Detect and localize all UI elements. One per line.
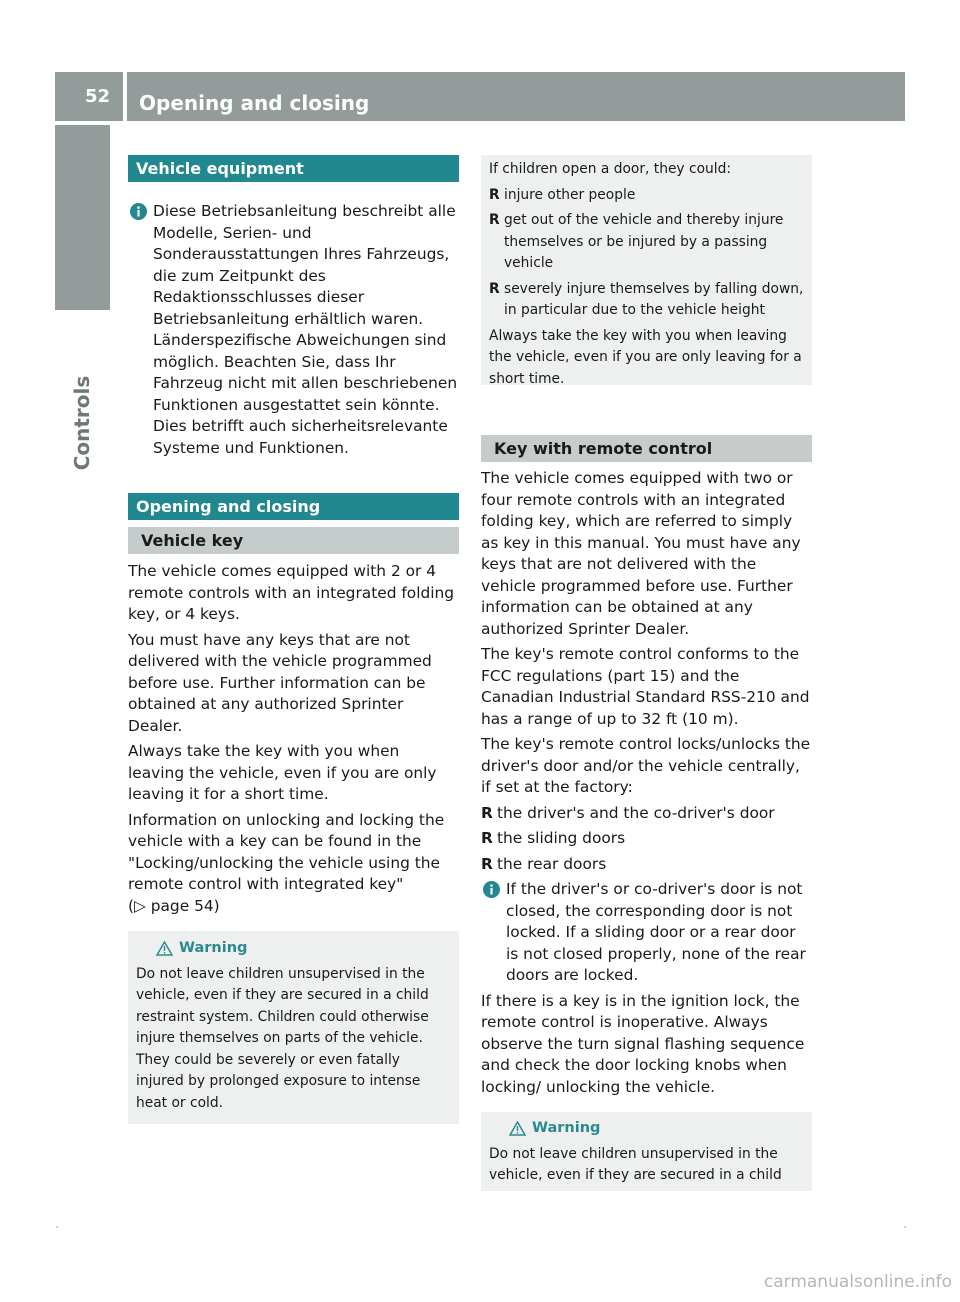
heading-vehicle-key: Vehicle key	[128, 527, 459, 554]
info-note-text: If the driver's or co-driver's door is not closed, the corresponding door is not locked. If a sliding door or a rear door is not closed properly, none of the rear doors are locked.	[506, 880, 806, 984]
bullet-marker: R	[489, 280, 500, 297]
list-item-text: the driver's and the co-driver's door	[497, 803, 775, 822]
info-note-text: Diese Betriebsanleitung beschreibt alle Modelle, Serien- und Sonderausstattungen Ihres Fahrzeugs, die zum Zeitpunkt des Redaktionsschlusses dieser Betriebsanleitung erhältlich waren. Länderspezifische Abweichungen sind möglich. Beachten Sie, dass Ihr Fahrzeug nicht mit allen beschriebenen Funktionen ausgestattet sein könnte. Dies betrifft auch sicherheitsrelevante Systeme und Funktionen.	[153, 202, 458, 457]
heading-key-with-remote-control: Key with remote control	[481, 435, 812, 462]
info-note-vehicle-equipment	[128, 201, 459, 459]
side-tab	[55, 125, 110, 310]
box-outro: Always take the key with you when leaving the vehicle, even if you are only leaving for a short time.	[489, 327, 802, 387]
warning-title	[136, 938, 451, 960]
right-column	[481, 155, 812, 1191]
list-item	[489, 210, 804, 275]
warning-title-text: Warning	[532, 1120, 601, 1136]
paragraph: If there is a key is in the ignition lock, the remote control is inoperative. Always observe the turn signal flashing sequence and check the door locking knobs when locking/ unlocking the vehicle.	[481, 991, 805, 1096]
heading-vehicle-equipment: Vehicle equipment	[128, 155, 459, 182]
bullet-marker: R	[481, 803, 493, 822]
info-note-doors	[481, 879, 812, 987]
warning-text: Do not leave children unsupervised in the vehicle, even if they are secured in a child	[489, 1145, 782, 1183]
warning-text: Do not leave children unsupervised in the vehicle, even if they are secured in a child restraint system. Children could otherwise injure themselves on parts of the vehicle. They could be severely or even fatally injured by prolonged exposure to intense heat or cold.	[136, 965, 429, 1111]
warning-box	[481, 1112, 812, 1191]
paragraph: The key's remote control locks/unlocks the driver's door and/or the vehicle centrally, if set at the factory:	[481, 735, 811, 796]
info-icon	[483, 881, 500, 898]
paragraph: Always take the key with you when leaving the vehicle, even if you are only leaving it for a short time.	[128, 742, 437, 803]
warning-title-text: Warning	[179, 940, 248, 956]
crop-mark	[56, 1226, 58, 1228]
left-column	[128, 155, 459, 1124]
section-side-label	[55, 318, 110, 528]
warning-icon	[509, 1121, 526, 1136]
box-bullet-list	[489, 185, 804, 322]
door-bullet-list	[481, 803, 812, 876]
list-item	[481, 854, 812, 876]
page-reference-link[interactable]: (▷ page 54)	[128, 896, 220, 915]
paragraph: The key's remote control conforms to the FCC regulations (part 15) and the Canadian Industrial Standard RSS-210 and has a range of up to 32 ft (10 m).	[481, 645, 810, 728]
paragraph: The vehicle comes equipped with 2 or 4 remote controls with an integrated folding key, or 4 keys.	[128, 562, 455, 623]
watermark[interactable]: carmanualsonline.info	[763, 1272, 952, 1292]
list-item	[489, 185, 804, 207]
list-item-text: get out of the vehicle and thereby injure themselves or be injured by a passing vehicle	[504, 212, 784, 271]
list-item	[481, 828, 812, 850]
bullet-marker: R	[489, 186, 500, 203]
list-item-text: the rear doors	[497, 854, 607, 873]
bullet-marker: R	[481, 829, 493, 847]
warning-icon	[156, 941, 173, 956]
list-item	[481, 803, 812, 825]
paragraph: You must have any keys that are not delivered with the vehicle programmed before use. Further information can be obtained at any authorized Sprinter Dealer.	[128, 630, 432, 735]
warning-box	[128, 931, 459, 1124]
paragraph: The vehicle comes equipped with two or four remote controls with an integrated folding key, which are referred to simply as key in this manual. You must have any keys that are not delivered with the vehicle programmed before use. Further information can be obtained at any authorized Sprinter Dealer.	[481, 469, 801, 638]
page-title: Opening and closing	[127, 72, 905, 121]
warning-continuation-box	[481, 155, 812, 385]
heading-opening-and-closing: Opening and closing	[128, 493, 459, 520]
info-icon	[130, 203, 147, 220]
list-item	[489, 279, 804, 322]
list-item-text: injure other people	[504, 186, 636, 203]
warning-title	[489, 1118, 804, 1140]
page-number: 52	[55, 72, 123, 121]
list-item-text: severely injure themselves by falling down, in particular due to the vehicle height	[504, 280, 804, 318]
paragraph: Information on unlocking and locking the vehicle with a key can be found in the "Locking/unlocking the vehicle using the remote control with integrated key"	[128, 810, 445, 893]
side-label-text: Controls	[70, 375, 94, 471]
bullet-marker: R	[489, 212, 500, 228]
list-item-text: the sliding doors	[497, 829, 626, 847]
crop-mark	[904, 1226, 906, 1228]
box-intro: If children open a door, they could:	[489, 161, 731, 177]
bullet-marker: R	[481, 854, 493, 873]
